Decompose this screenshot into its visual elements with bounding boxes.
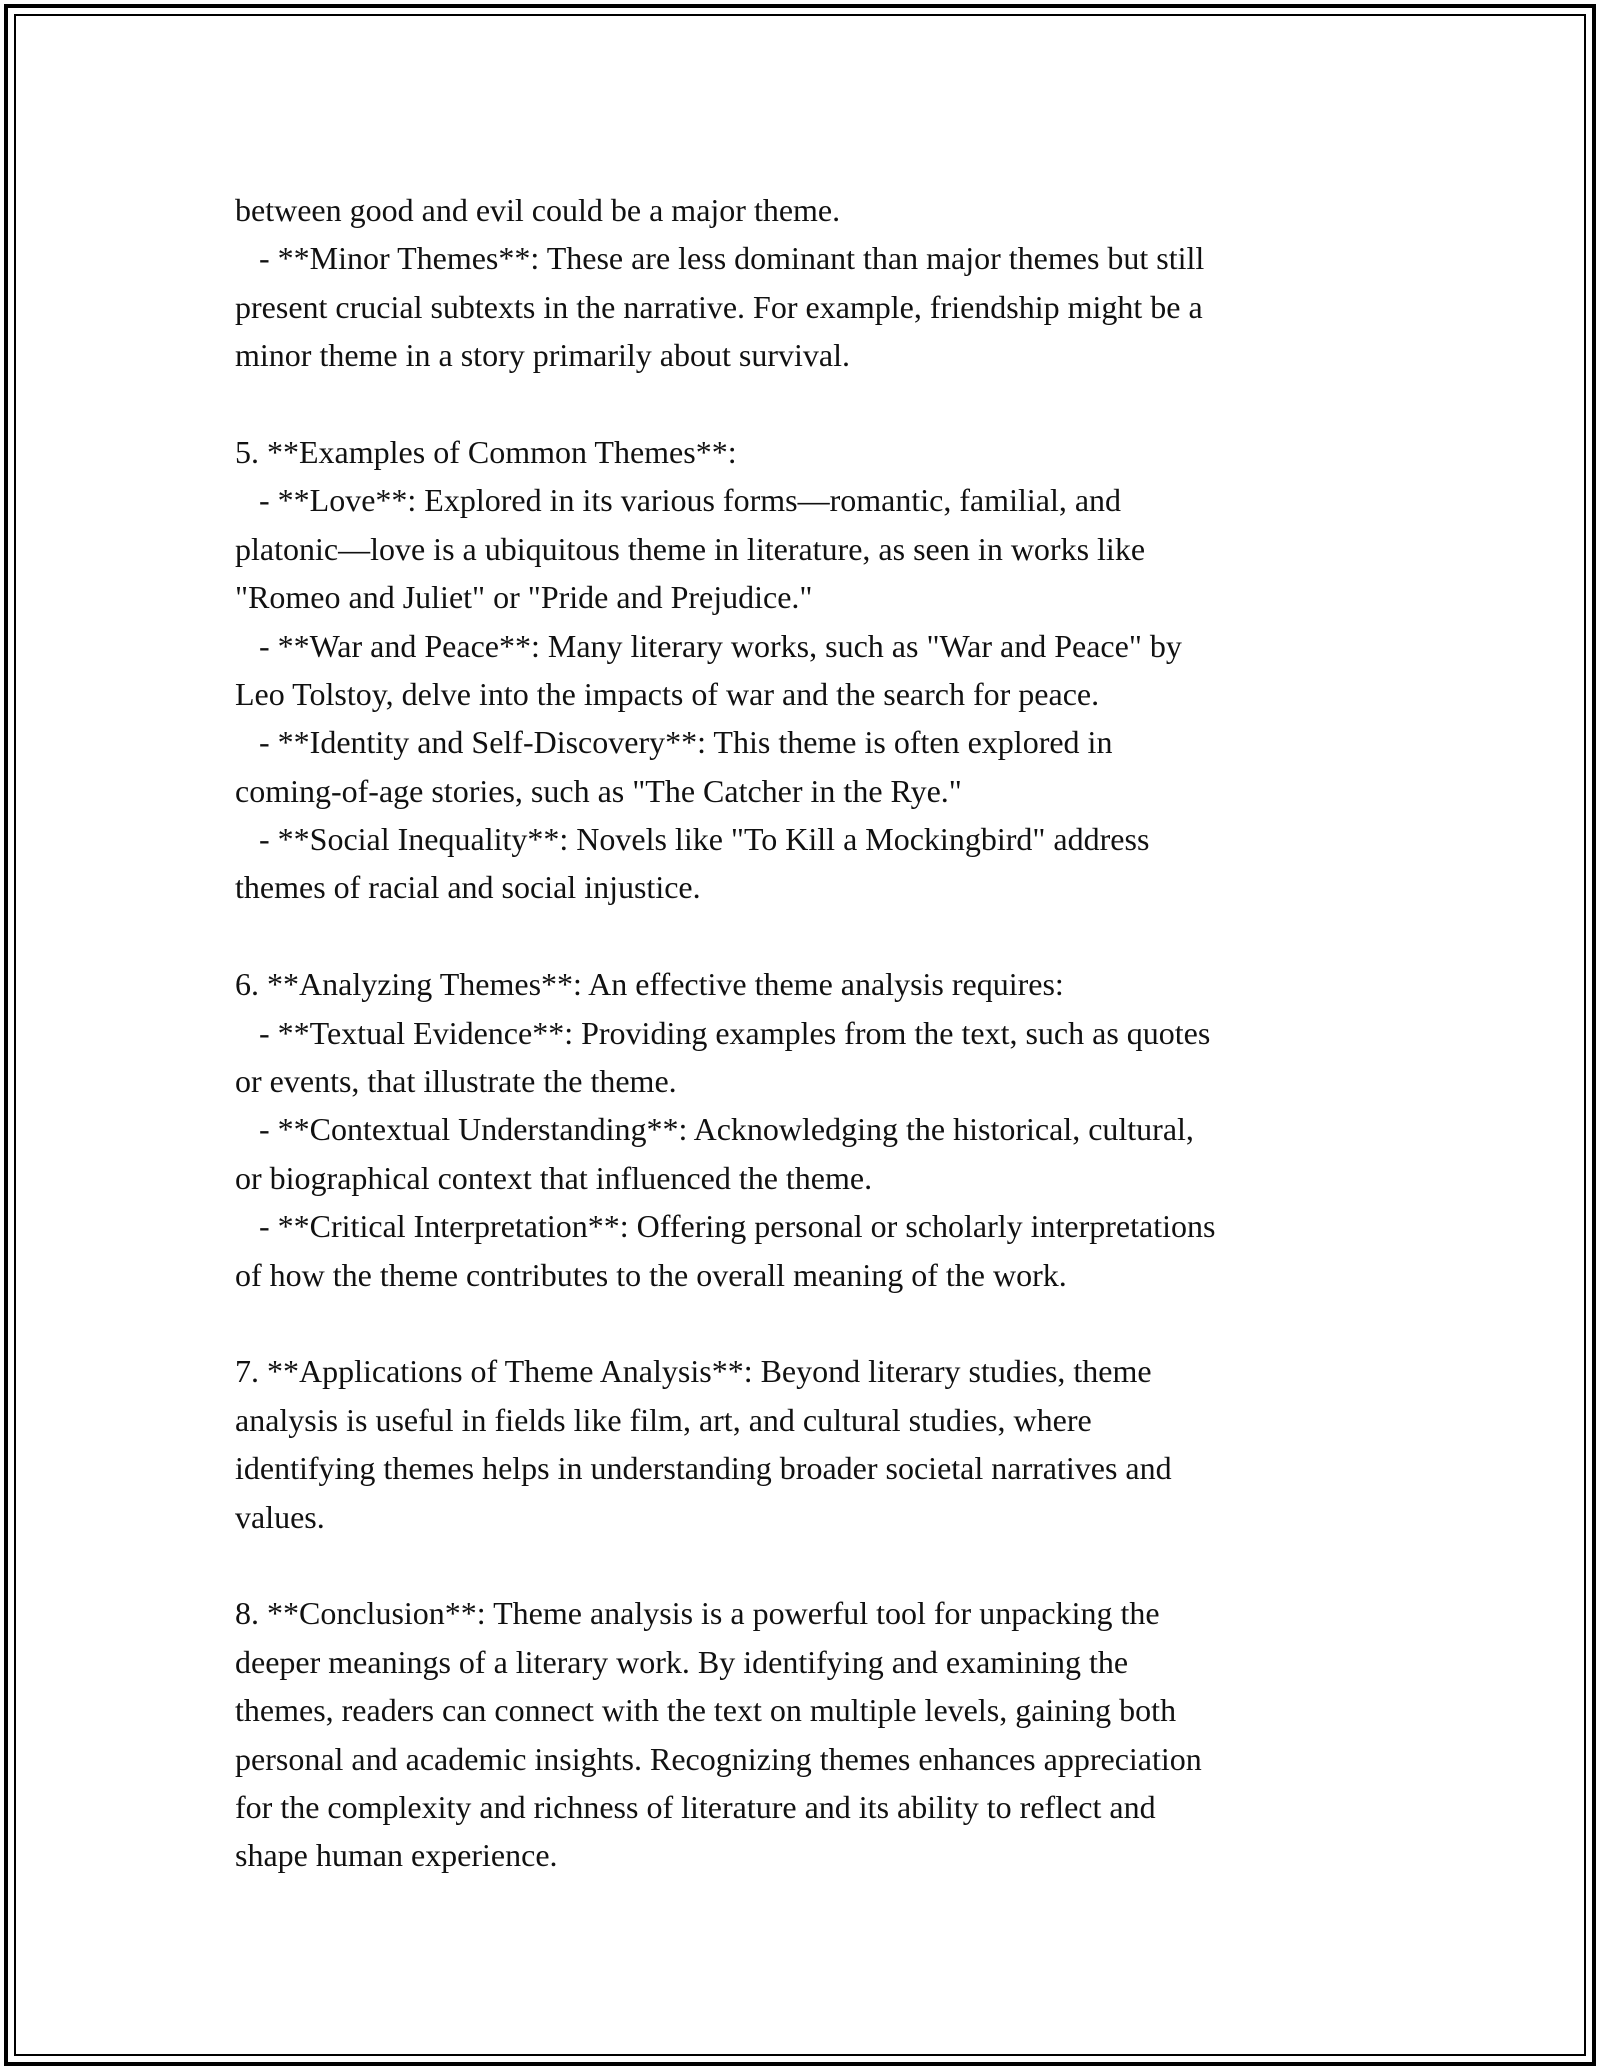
text-line: between good and evil could be a major theme. bbox=[235, 192, 841, 228]
text-line: - **War and Peace**: Many literary works, such as "War and Peace" by bbox=[235, 627, 1182, 664]
text-line: analysis is useful in fields like film, art, and cultural studies, where bbox=[235, 1401, 1092, 1438]
text-line: - **Contextual Understanding**: Acknowledging the historical, cultural, bbox=[235, 1111, 1194, 1148]
text-line: or biographical context that influenced the theme. bbox=[235, 1159, 873, 1196]
text-line: themes of racial and social injustice. bbox=[235, 869, 701, 906]
text-line: "Romeo and Juliet" or "Pride and Prejudice." bbox=[235, 579, 813, 616]
text-line: present crucial subtexts in the narrative. For example, friendship might be a bbox=[235, 288, 1203, 325]
text-line: platonic—love is a ubiquitous theme in literature, as seen in works like bbox=[235, 530, 1146, 567]
text-line: 5. **Examples of Common Themes**: bbox=[235, 433, 737, 470]
text-line: or events, that illustrate the theme. bbox=[235, 1063, 677, 1100]
text-line: themes, readers can connect with the text on multiple levels, gaining both bbox=[235, 1692, 1177, 1729]
paragraph-gap bbox=[235, 1299, 1385, 1347]
paragraph-examples-of-common-themes bbox=[235, 428, 1385, 912]
text-line: Leo Tolstoy, delve into the impacts of war and the search for peace. bbox=[235, 675, 1100, 712]
text-line: minor theme in a story primarily about survival. bbox=[235, 337, 850, 374]
paragraph-minor-themes bbox=[235, 186, 1385, 380]
text-line: values. bbox=[235, 1498, 325, 1535]
text-line: personal and academic insights. Recognizing themes enhances appreciation bbox=[235, 1740, 1202, 1777]
paragraph-analyzing-themes bbox=[235, 960, 1385, 1299]
text-line: coming-of-age stories, such as "The Catcher in the Rye." bbox=[235, 772, 962, 809]
text-line: shape human experience. bbox=[235, 1837, 558, 1874]
text-line: of how the theme contributes to the overall meaning of the work. bbox=[235, 1256, 1067, 1293]
text-line: - **Love**: Explored in its various forms—romantic, familial, and bbox=[235, 482, 1122, 519]
text-line: - **Social Inequality**: Novels like "To Kill a Mockingbird" address bbox=[235, 821, 1150, 858]
text-line: deeper meanings of a literary work. By identifying and examining the bbox=[235, 1643, 1129, 1680]
text-line: - **Critical Interpretation**: Offering personal or scholarly interpretations bbox=[235, 1208, 1216, 1245]
text-line: identifying themes helps in understanding broader societal narratives and bbox=[235, 1450, 1172, 1487]
text-line: 8. **Conclusion**: Theme analysis is a powerful tool for unpacking the bbox=[235, 1595, 1160, 1632]
text-line: for the complexity and richness of literature and its ability to reflect and bbox=[235, 1788, 1156, 1825]
paragraph-conclusion bbox=[235, 1589, 1385, 1879]
paragraph-gap bbox=[235, 380, 1385, 428]
document-body bbox=[235, 186, 1385, 1880]
text-line: 7. **Applications of Theme Analysis**: Beyond literary studies, theme bbox=[235, 1353, 1152, 1390]
paragraph-gap bbox=[235, 1541, 1385, 1589]
paragraph-applications-of-theme-analysis bbox=[235, 1347, 1385, 1541]
text-line: 6. **Analyzing Themes**: An effective theme analysis requires: bbox=[235, 966, 1064, 1003]
paragraph-gap bbox=[235, 912, 1385, 960]
text-line: - **Identity and Self-Discovery**: This theme is often explored in bbox=[235, 724, 1113, 761]
text-line: - **Minor Themes**: These are less dominant than major themes but still bbox=[235, 240, 1205, 277]
text-line: - **Textual Evidence**: Providing examples from the text, such as quotes bbox=[235, 1014, 1211, 1051]
